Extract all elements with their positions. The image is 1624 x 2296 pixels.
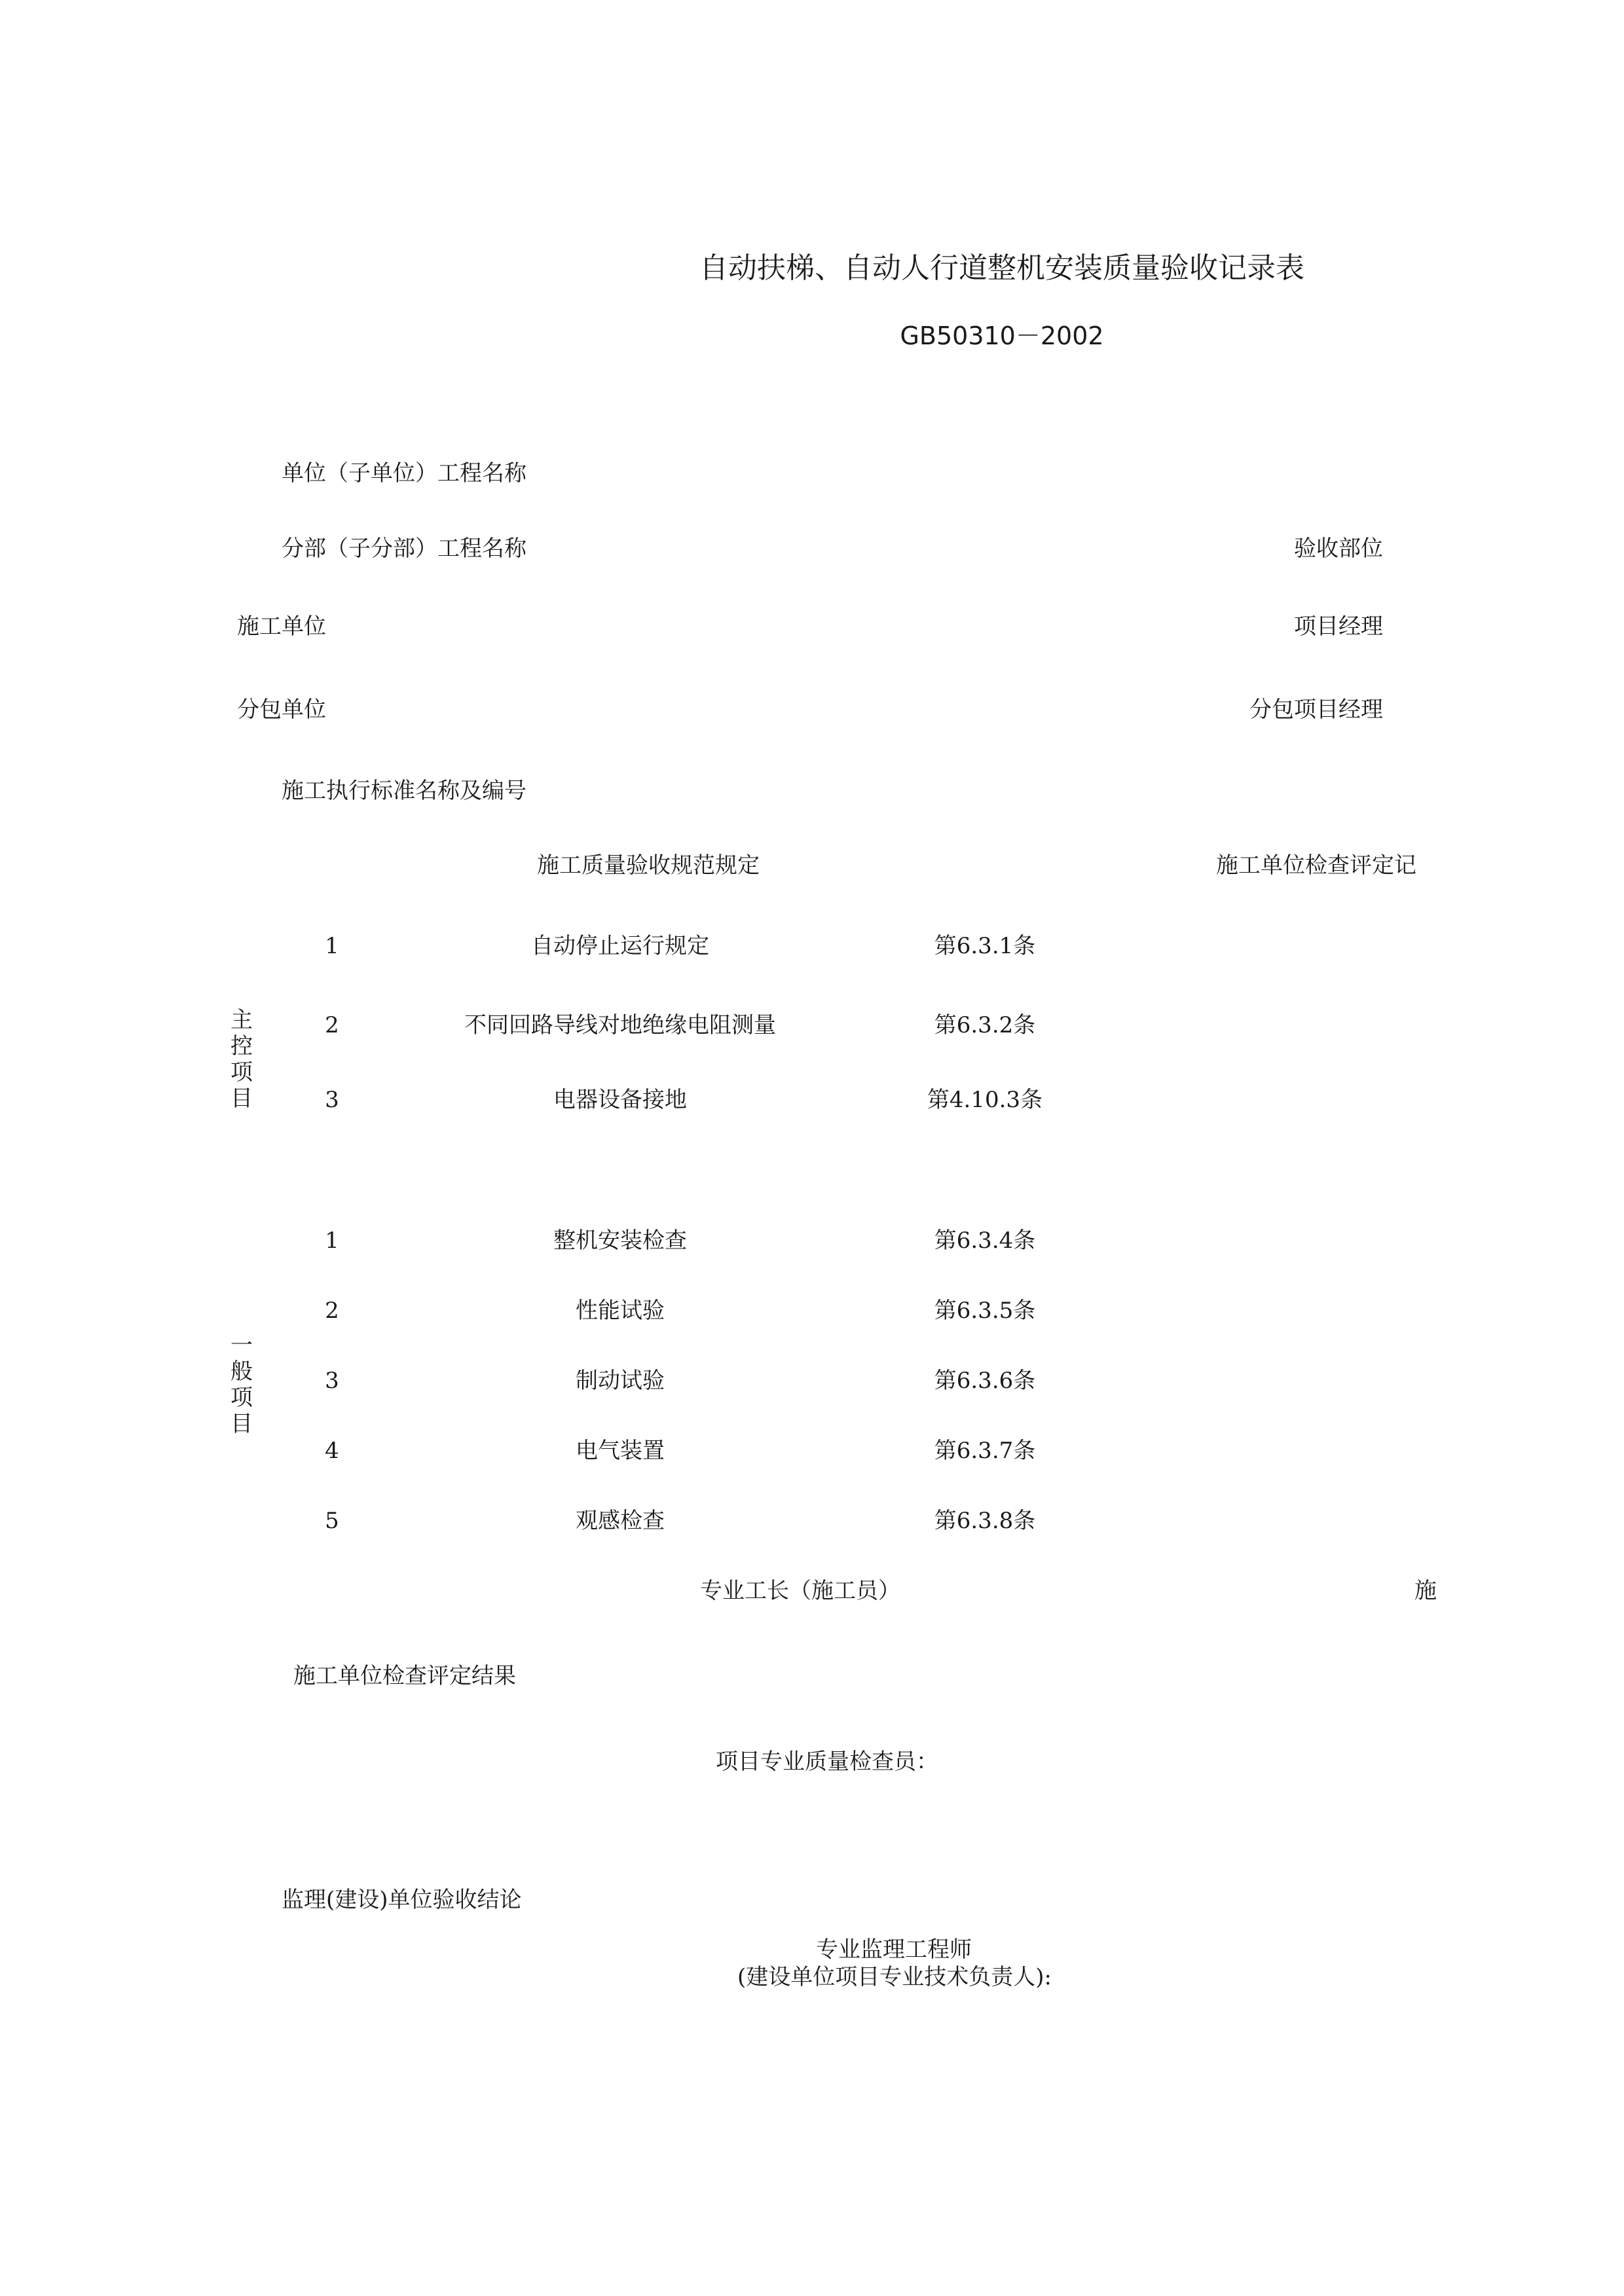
- item-name: 制动试验: [576, 1368, 665, 1394]
- item-number: 3: [325, 1368, 339, 1394]
- sub-project-label: 分部（子分部）工程名称: [282, 536, 526, 562]
- acceptance-part-label: 验收部位: [1294, 536, 1383, 562]
- item-number: 5: [325, 1508, 339, 1534]
- supervision-conclusion-label: 监理(建设)单位验收结论: [282, 1887, 522, 1913]
- item-name: 电器设备接地: [553, 1087, 687, 1113]
- item-number: 3: [325, 1087, 339, 1113]
- item-number: 1: [325, 933, 339, 959]
- item-clause: 第6.3.4条: [934, 1228, 1036, 1254]
- item-name: 不同回路导线对地绝缘电阻测量: [464, 1012, 776, 1038]
- item-clause: 第6.3.1条: [934, 933, 1036, 959]
- document-title: 自动扶梯、自动人行道整机安装质量验收记录表: [699, 251, 1304, 285]
- item-number: 2: [325, 1012, 339, 1038]
- item-number: 1: [325, 1228, 339, 1254]
- item-name: 性能试验: [576, 1298, 665, 1324]
- item-name: 电气装置: [576, 1438, 665, 1464]
- item-clause: 第6.3.5条: [934, 1298, 1036, 1324]
- item-clause: 第6.3.7条: [934, 1438, 1036, 1464]
- general-group-label: 一般项目: [231, 1332, 253, 1437]
- foreman-label: 专业工长（施工员）: [700, 1578, 900, 1604]
- item-clause: 第4.10.3条: [927, 1087, 1043, 1113]
- project-manager-label: 项目经理: [1294, 613, 1383, 640]
- subcontract-unit-label: 分包单位: [237, 697, 326, 723]
- eval-column-header: 施工单位检查评定记: [1216, 852, 1416, 879]
- item-clause: 第6.3.6条: [934, 1368, 1036, 1394]
- owner-tech-label: (建设单位项目专业技术负责人):: [737, 1964, 1052, 1990]
- item-name: 自动停止运行规定: [531, 933, 709, 959]
- item-name: 观感检查: [576, 1508, 665, 1534]
- document-code: GB50310－2002: [900, 321, 1104, 350]
- item-clause: 第6.3.8条: [934, 1508, 1036, 1534]
- subcontract-pm-label: 分包项目经理: [1249, 697, 1383, 723]
- item-clause: 第6.3.2条: [934, 1012, 1036, 1038]
- supervision-engineer-label: 专业监理工程师: [816, 1937, 972, 1963]
- item-name: 整机安装检查: [553, 1228, 687, 1254]
- eval-result-label: 施工单位检查评定结果: [293, 1663, 516, 1689]
- main-control-group-label: 主控项目: [231, 1007, 253, 1112]
- foreman-trailing-text: 施: [1414, 1578, 1437, 1604]
- spec-column-header: 施工质量验收规范规定: [537, 852, 760, 879]
- construction-unit-label: 施工单位: [237, 613, 326, 640]
- unit-project-label: 单位（子单位）工程名称: [282, 460, 526, 486]
- item-number: 4: [325, 1438, 339, 1464]
- quality-inspector-label: 项目专业质量检查员：: [716, 1749, 938, 1775]
- standard-label: 施工执行标准名称及编号: [282, 778, 526, 804]
- item-number: 2: [325, 1298, 339, 1324]
